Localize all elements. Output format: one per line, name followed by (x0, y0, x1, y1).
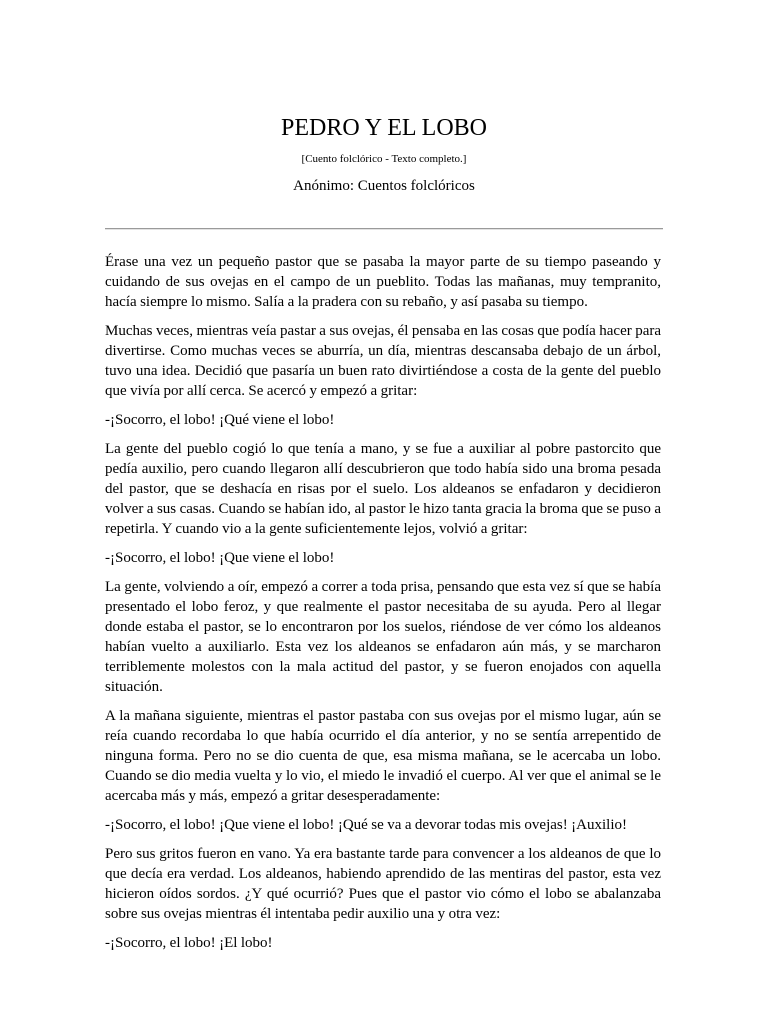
paragraph-9: Pero sus gritos fueron en vano. Ya era bastante tarde para convencer a los aldeanos de que lo que decía era verdad. Los aldeanos, habiendo aprendido de las mentiras del pastor, esta vez hicieron oídos sordos. ¿Y qué ocurrió? Pues que el pastor vio cómo el lobo se abalanzaba sobre sus ovejas mientras él intentaba pedir auxilio una y otra vez: (105, 846, 661, 922)
paragraph-2: Muchas veces, mientras veía pastar a sus ovejas, él pensaba en las cosas que podía hacer para divertirse. Como muchas veces se aburría, un día, mientras descansaba debajo de un árbol, tuvo una idea. Decidió que pasaría un buen rato divirtiéndose a costa de la gente del pueblo que vivía por allí cerca. Se acercó y empezó a gritar: (105, 323, 661, 399)
paragraph-5: -¡Socorro, el lobo! ¡Que viene el lobo! (105, 550, 335, 566)
paragraph-6: La gente, volviendo a oír, empezó a correr a toda prisa, pensando que esta vez sí que se había presentado el lobo feroz, y que realmente el pastor necesitaba de su ayuda. Pero al llegar donde estaba el pastor, se lo encontraron por los suelos, riéndose de ver cómo los aldeanos habían vuelto a auxiliarlo. Esta vez los aldeanos se enfadaron aún más, y se marcharon terriblemente molestos con la mala actitud del pastor, y se fueron enojados con aquella situación. (105, 579, 661, 695)
paragraph-1: Érase una vez un pequeño pastor que se pasaba la mayor parte de su tiempo paseando y cuidando de sus ovejas en el campo de un pueblito. Todas las mañanas, muy tempranito, hacía siempre lo mismo. Salía a la pradera con su rebaño, y así pasaba su tiempo. (105, 254, 661, 310)
document-title: PEDRO Y EL LOBO (281, 115, 487, 141)
document-subtitle: [Cuento folclórico - Texto completo.] (301, 153, 467, 165)
paragraph-10: -¡Socorro, el lobo! ¡El lobo! (105, 935, 273, 951)
document-author: Anónimo: Cuentos folclóricos (293, 178, 475, 194)
paragraph-7: A la mañana siguiente, mientras el pastor pastaba con sus ovejas por el mismo lugar, aún se reía cuando recordaba lo que había ocurrido el día anterior, y no se sentía arrepentido de ninguna forma. Pero no se dio cuenta de que, esa misma mañana, se le acercaba un lobo. Cuando se dio media vuelta y lo vio, el miedo le invadió el cuerpo. Al ver que el animal se le acercaba más y más, empezó a gritar desesperadamente: (105, 708, 661, 804)
paragraph-3: -¡Socorro, el lobo! ¡Qué viene el lobo! (105, 412, 335, 428)
horizontal-divider (105, 228, 663, 230)
paragraph-8: -¡Socorro, el lobo! ¡Que viene el lobo! ¡Qué se va a devorar todas mis ovejas! ¡Auxilio! (105, 817, 628, 833)
paragraph-4: La gente del pueblo cogió lo que tenía a mano, y se fue a auxiliar al pobre pastorcito que pedía auxilio, pero cuando llegaron allí descubrieron que todo había sido una broma pesada del pastor, que se deshacía en risas por el suelo. Los aldeanos se enfadaron y decidieron volver a sus casas. Cuando se habían ido, al pastor le hizo tanta gracia la broma que se puso a repetirla. Y cuando vio a la gente suficientemente lejos, volvió a gritar: (105, 441, 661, 537)
story-body (105, 252, 661, 962)
